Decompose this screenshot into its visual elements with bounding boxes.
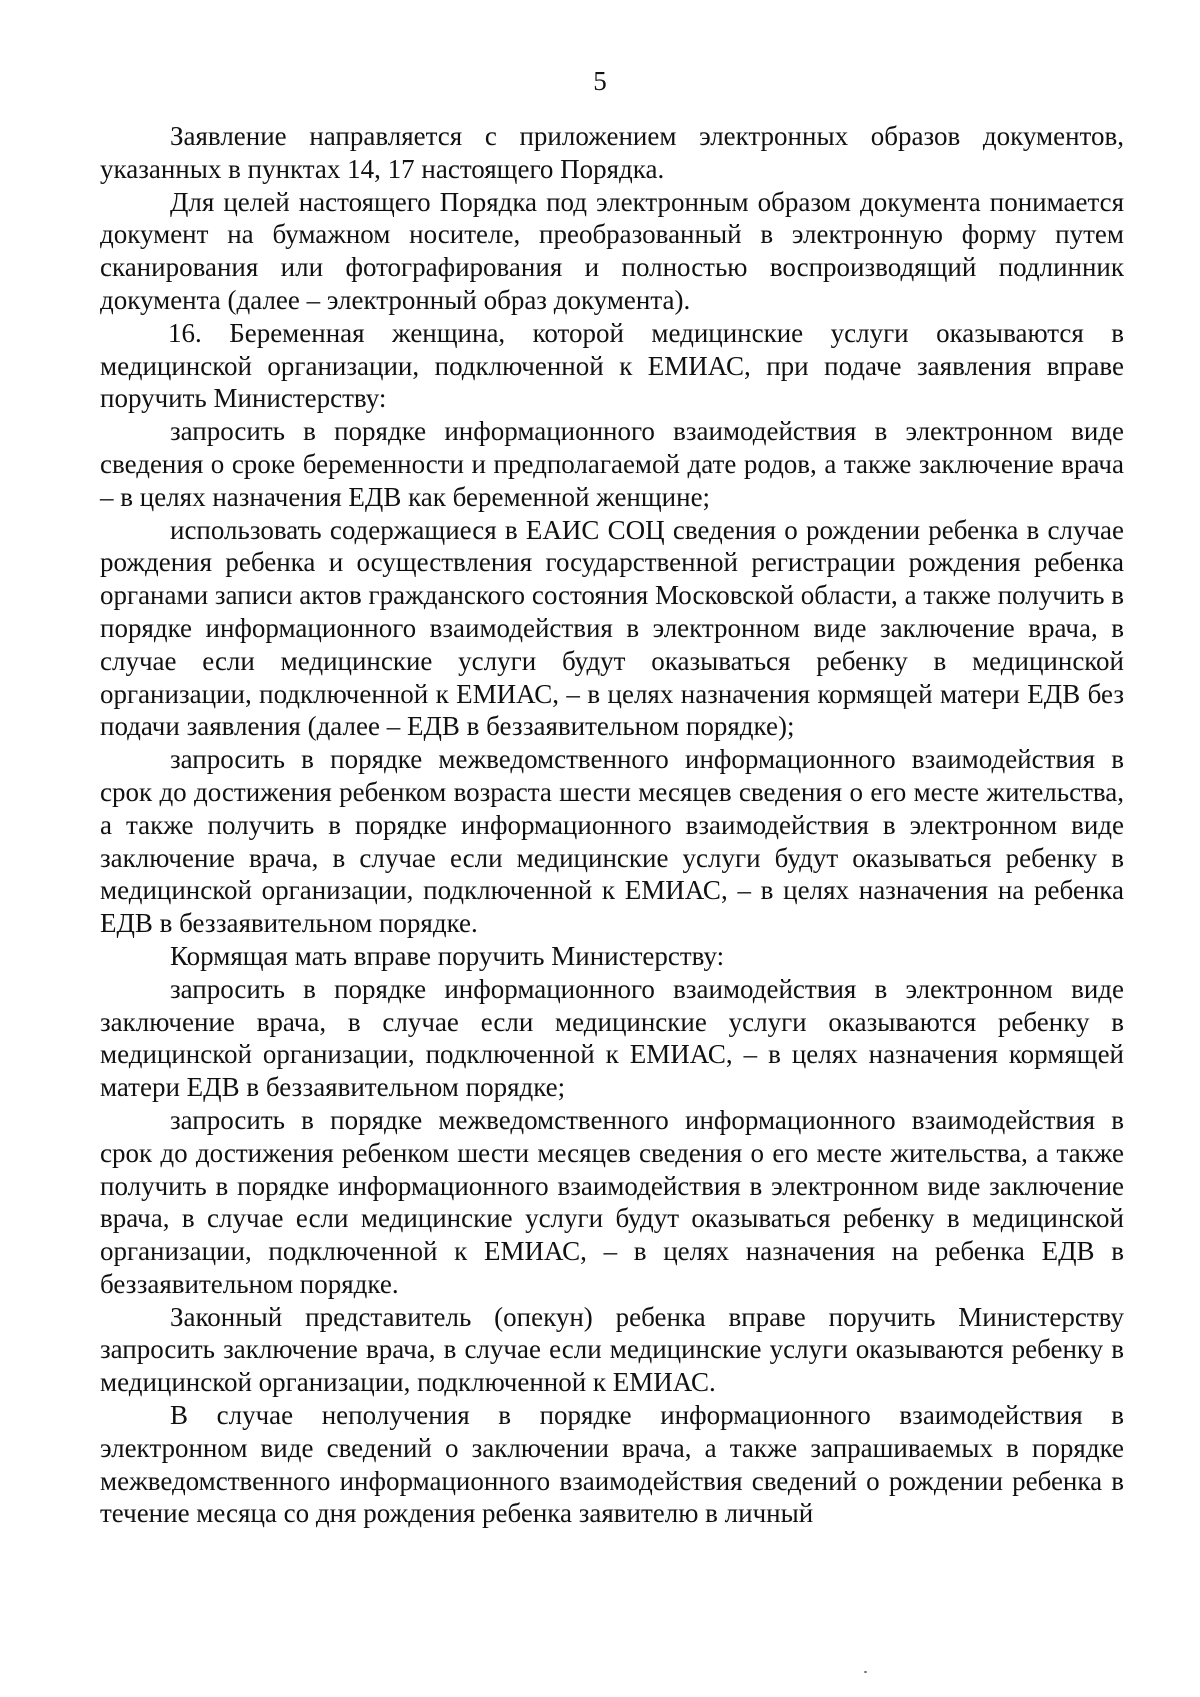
paragraph-non-receipt: В случае неполучения в порядке информационного взаимодействия в электронном виде сведений о заключении врача, а также запрашиваемых в порядке межведомственного информационного взаимодействия сведений о рождении ребенка в течение месяца со дня рождения ребенка заявителю в личный [100,1400,1124,1529]
paragraph-nursing-mother: Кормящая мать вправе поручить Министерству: [170,940,725,971]
document-body [100,120,1124,1530]
paragraph-legal-representative: Законный представитель (опекун) ребенка вправе поручить Министерству запросить заключение врача, в случае если медицинские услуги оказываются ребенку в медицинской организации, подключенной к ЕМИАС. [100,1301,1124,1398]
paragraph-item-16: 16. Беременная женщина, которой медицинские услуги оказываются в медицинской организации, подключенной к ЕМИАС, при подаче заявления вправе поручить Министерству: [100,317,1124,414]
paragraph-use-birth-info: использовать содержащиеся в ЕАИС СОЦ сведения о рождении ребенка в случае рождения ребенка и осуществления государственной регистрации рождения ребенка органами записи актов гражданского состояния Московской области, а также получить в порядке информационного взаимодействия в электронном виде заключение врача, в случае если медицинские услуги будут оказываться ребенку в медицинской организации, подключенной к ЕМИАС, – в целях назначения кормящей матери ЕДВ без подачи заявления (далее – ЕДВ в беззаявительном порядке); [100,514,1124,742]
page-number: 5 [593,66,607,96]
paragraph-nursing-request-residence: запросить в порядке межведомственного информационного взаимодействия в срок до достижения ребенком шести месяцев сведения о его месте жительства, а также получить в порядке информационного взаимодействия в электронном виде заключение врача, в случае если медицинские услуги будут оказываться ребенку в медицинской организации, подключенной к ЕМИАС, – в целях назначения на ребенка ЕДВ в беззаявительном порядке. [100,1104,1124,1299]
paragraph-request-residence-info: запросить в порядке межведомственного информационного взаимодействия в срок до достижения ребенком возраста шести месяцев сведения о его месте жительства, а также получить в порядке информационного взаимодействия в электронном виде заключение врача, в случае если медицинские услуги будут оказываться ребенку в медицинской организации, подключенной к ЕМИАС, – в целях назначения на ребенка ЕДВ в беззаявительном порядке. [100,744,1124,939]
paragraph-electronic-image-definition: Для целей настоящего Порядка под электронным образом документа понимается документ на бумажном носителе, преобразованный в электронную форму путем сканирования или фотографирования и полностью воспроизводящий подлинник документа (далее – электронный образ документа). [100,186,1124,315]
paragraph-application-attachments: Заявление направляется с приложением электронных образов документов, указанных в пунктах 14, 17 настоящего Порядка. [100,121,1124,184]
paragraph-nursing-request-conclusion: запросить в порядке информационного взаимодействия в электронном виде заключение врача, в случае если медицинские услуги оказываются ребенку в медицинской организации, подключенной к ЕМИАС, – в целях назначения кормящей матери ЕДВ в беззаявительном порядке; [100,973,1124,1103]
paragraph-request-pregnancy-info: запросить в порядке информационного взаимодействия в электронном виде сведения о сроке беременности и предполагаемой дате родов, а также заключение врача – в целях назначения ЕДВ как беременной женщине; [100,416,1124,512]
scan-speck [864,1671,867,1673]
